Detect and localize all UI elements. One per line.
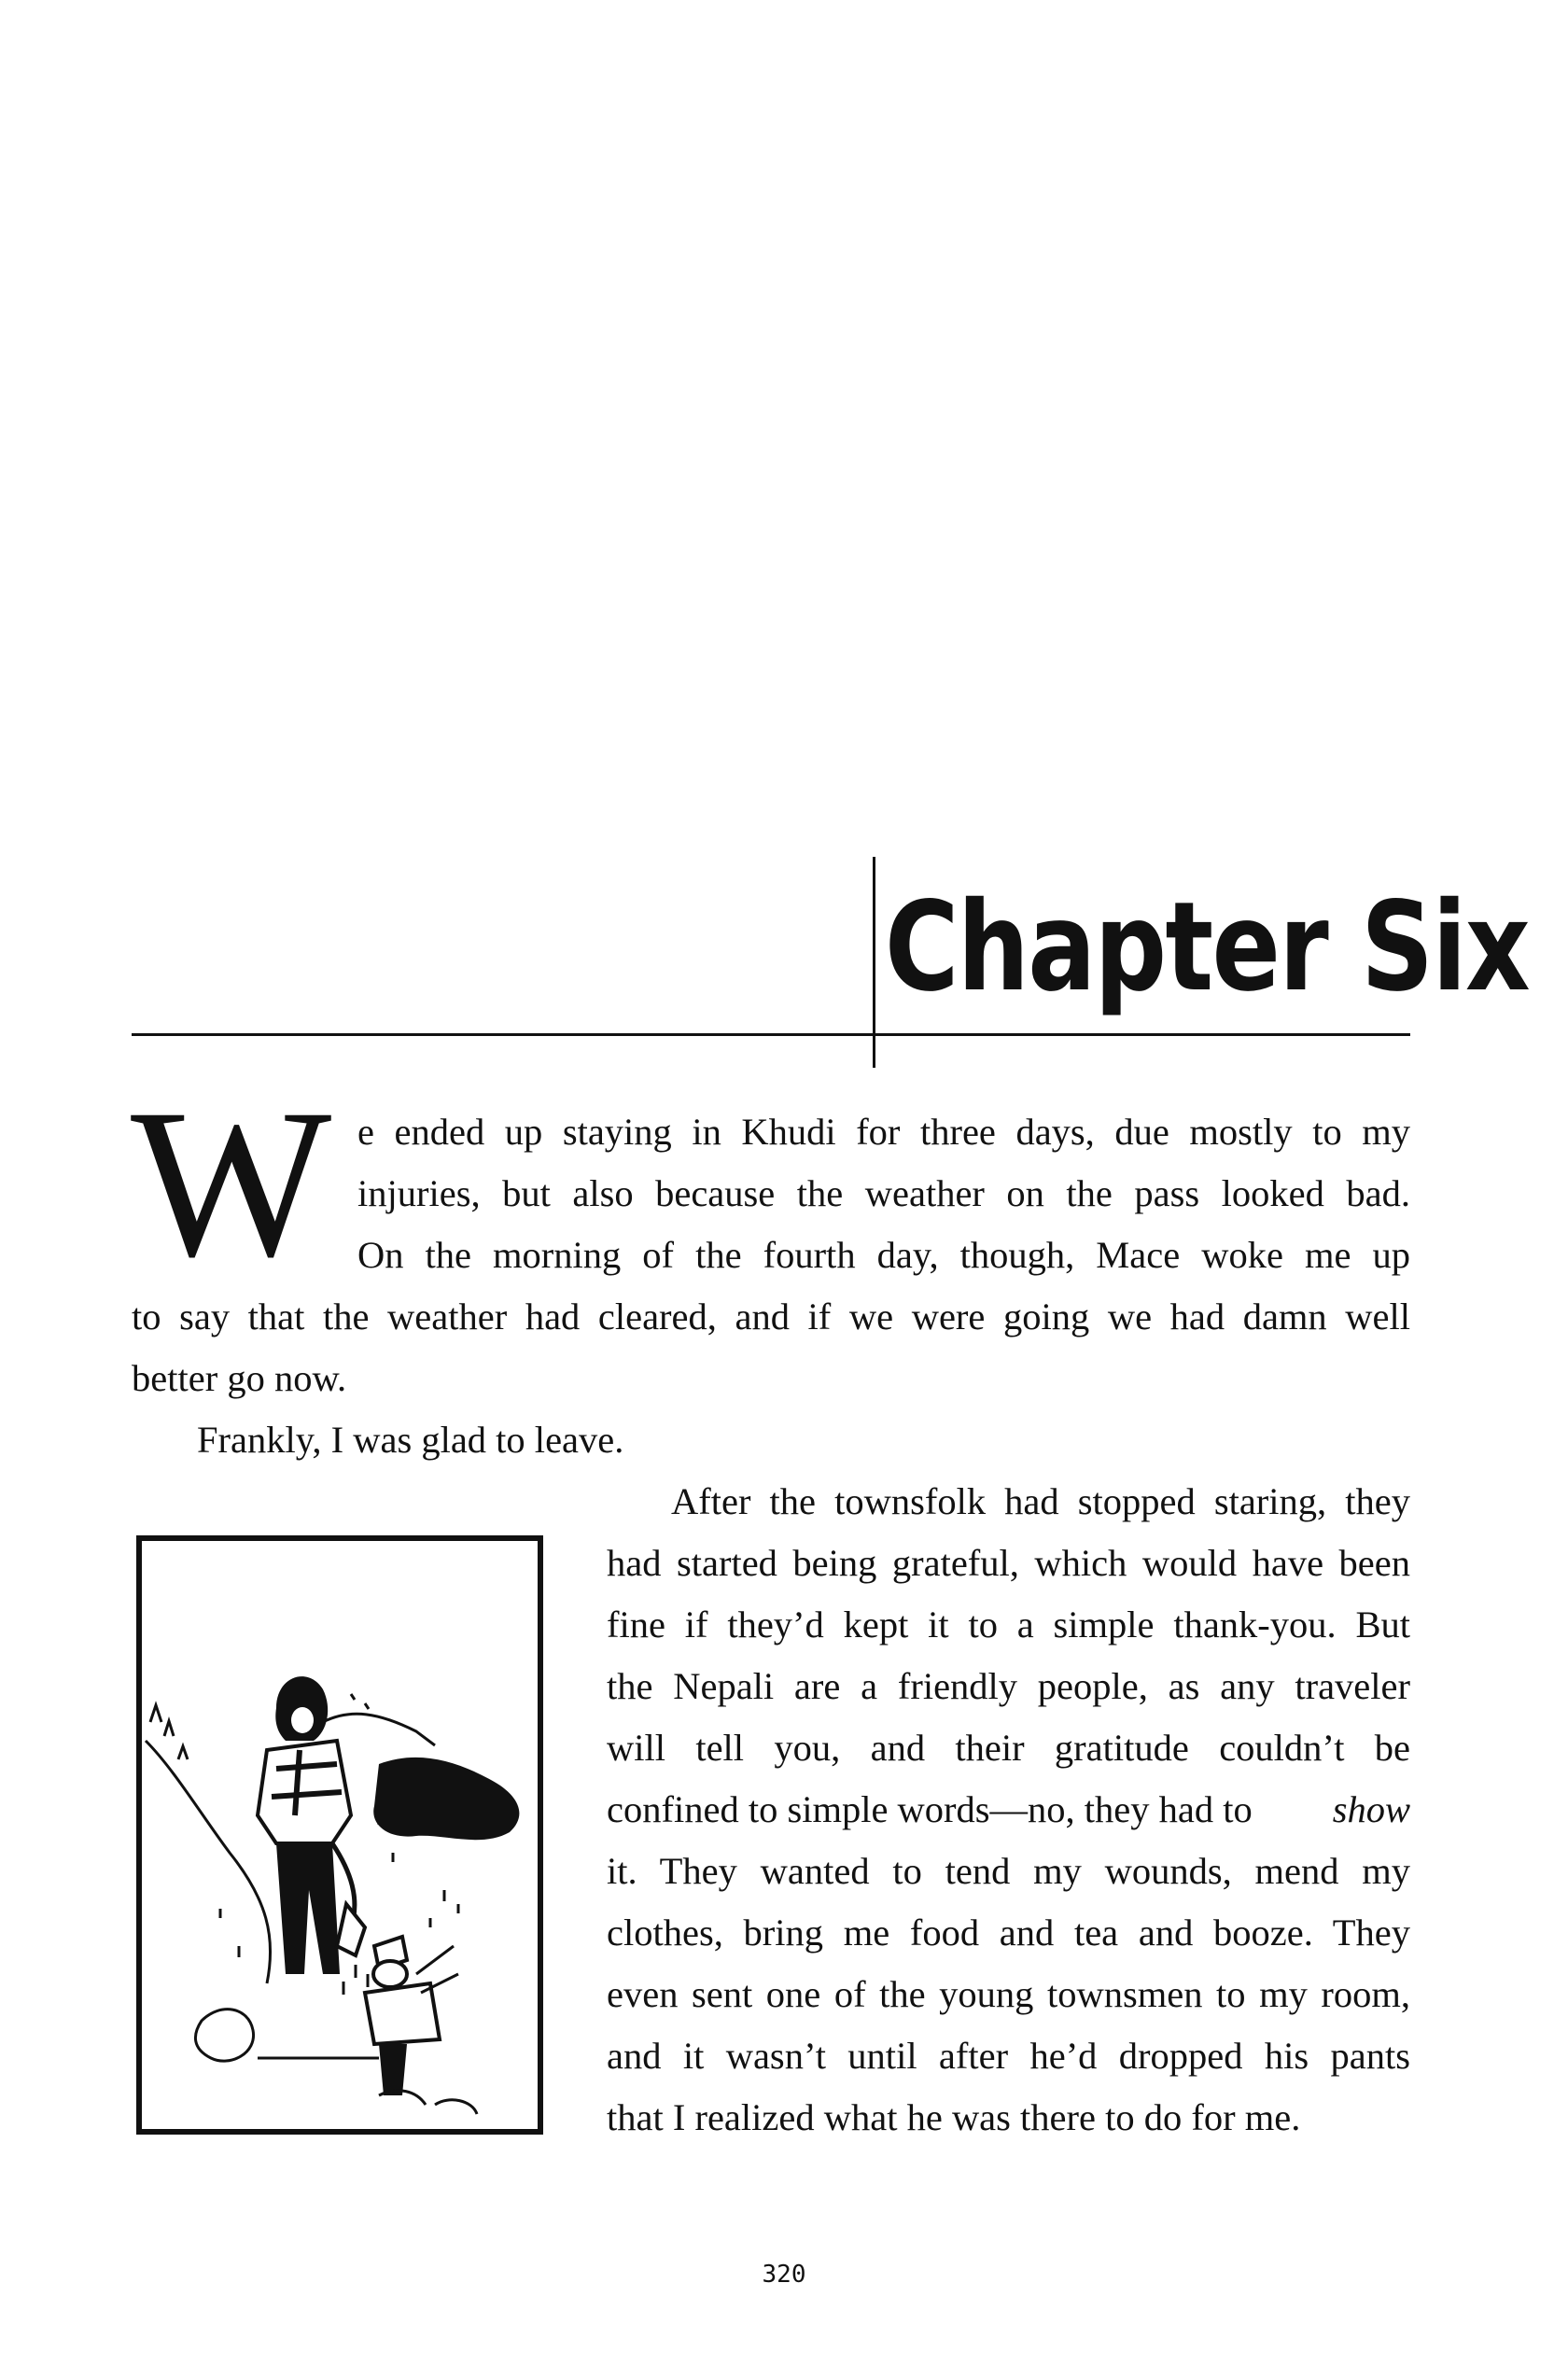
drop-cap: W	[131, 1066, 332, 1301]
paragraph-3-line-7: it. They wanted to tend my wounds, mend my	[607, 1850, 1410, 1892]
page-number: 320	[762, 2261, 806, 2289]
snow-puff	[195, 2010, 253, 2061]
opening-line-2: injuries, but also because the weather on the pass looked bad.	[357, 1172, 1410, 1214]
mountain-outline	[323, 1714, 435, 1745]
paragraph-3-line-4: the Nepali are a friendly people, as any traveler	[607, 1665, 1410, 1707]
opening-line-1: e ended up staying in Khudi for three days, due mostly to my	[357, 1111, 1410, 1153]
paragraph-3-line-3: fine if they’d kept it to a simple thank-you. But	[607, 1604, 1410, 1646]
heading-vertical-rule	[873, 857, 875, 1068]
lead-hiker	[258, 1676, 365, 1974]
dark-ridge	[373, 1758, 519, 1840]
emphasis-word: show	[1332, 1788, 1410, 1830]
paragraph-3-line-11: that I realized what he was there to do for me.	[607, 2096, 1301, 2138]
paragraph-3-line-6	[607, 1779, 1410, 1841]
paragraph-2: Frankly, I was glad to leave.	[197, 1419, 624, 1461]
hikers-illustration	[136, 1535, 543, 2135]
paragraph-3-line-9: even sent one of the young townsmen to my room,	[607, 1973, 1410, 2015]
paragraph-3-line-1: After the townsfolk had stopped staring, they	[671, 1480, 1410, 1522]
snow-speckles	[220, 1694, 458, 1995]
paragraph-3-line-8: clothes, bring me food and tea and booze. They	[607, 1912, 1410, 1954]
paragraph-3-line-10: and it wasn’t until after he’d dropped his pants	[607, 2035, 1410, 2077]
second-hiker	[365, 1937, 458, 2095]
heading-horizontal-rule	[132, 1033, 1410, 1036]
opening-line-5: better go now.	[132, 1357, 347, 1399]
opening-line-3: On the morning of the fourth day, though, Mace woke me up	[357, 1234, 1410, 1276]
paragraph-3-line-6-text: confined to simple words—no, they had to	[607, 1788, 1262, 1830]
snow-slope	[146, 1741, 271, 1983]
paragraph-3-line-5: will tell you, and their gratitude couldn’t be	[607, 1727, 1410, 1769]
opening-line-4: to say that the weather had cleared, and if we were going we had damn well	[132, 1296, 1410, 1338]
paragraph-3-line-2: had started being grateful, which would have been	[607, 1542, 1410, 1584]
chapter-title: Chapter Six	[885, 875, 1530, 1019]
